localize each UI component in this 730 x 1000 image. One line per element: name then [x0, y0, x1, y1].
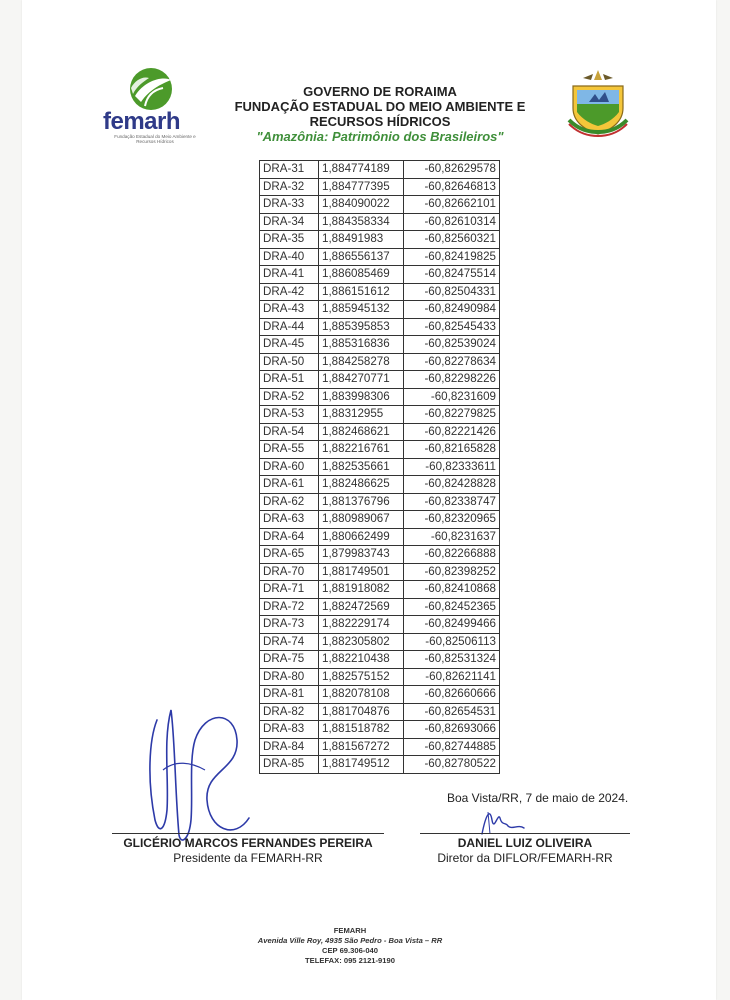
latitude-cell: 1,881704876 — [319, 703, 404, 721]
point-id-cell: DRA-41 — [260, 266, 319, 284]
point-id-cell: DRA-53 — [260, 406, 319, 424]
header-motto: "Amazônia: Patrimônio dos Brasileiros" — [256, 129, 504, 144]
longitude-cell: -60,82266888 — [404, 546, 500, 564]
point-id-cell: DRA-32 — [260, 178, 319, 196]
point-id-cell: DRA-75 — [260, 651, 319, 669]
table-row — [260, 581, 500, 599]
longitude-cell: -60,82506113 — [404, 633, 500, 651]
handwritten-signature-left — [145, 700, 255, 850]
latitude-cell: 1,882486625 — [319, 476, 404, 494]
table-row — [260, 476, 500, 494]
latitude-cell: 1,886151612 — [319, 283, 404, 301]
longitude-cell: -60,82333611 — [404, 458, 500, 476]
point-id-cell: DRA-34 — [260, 213, 319, 231]
point-id-cell: DRA-44 — [260, 318, 319, 336]
point-id-cell: DRA-52 — [260, 388, 319, 406]
latitude-cell: 1,880662499 — [319, 528, 404, 546]
latitude-cell: 1,882210438 — [319, 651, 404, 669]
table-row — [260, 196, 500, 214]
footer-phone: TELEFAX: 095 2121-9190 — [305, 956, 395, 965]
longitude-cell: -60,82398252 — [404, 563, 500, 581]
table-row — [260, 388, 500, 406]
point-id-cell: DRA-80 — [260, 668, 319, 686]
table-row — [260, 511, 500, 529]
point-id-cell: DRA-54 — [260, 423, 319, 441]
signature-line-right — [420, 833, 630, 834]
longitude-cell: -60,8231637 — [404, 528, 500, 546]
latitude-cell: 1,884270771 — [319, 371, 404, 389]
longitude-cell: -60,82744885 — [404, 738, 500, 756]
table-row — [260, 301, 500, 319]
latitude-cell: 1,882216761 — [319, 441, 404, 459]
table-row — [260, 616, 500, 634]
latitude-cell: 1,882229174 — [319, 616, 404, 634]
point-id-cell: DRA-51 — [260, 371, 319, 389]
point-id-cell: DRA-60 — [260, 458, 319, 476]
latitude-cell: 1,882575152 — [319, 668, 404, 686]
latitude-cell: 1,882535661 — [319, 458, 404, 476]
latitude-cell: 1,881749512 — [319, 756, 404, 774]
point-id-cell: DRA-81 — [260, 686, 319, 704]
point-id-cell: DRA-31 — [260, 161, 319, 179]
table-row — [260, 266, 500, 284]
latitude-cell: 1,885945132 — [319, 301, 404, 319]
signatory-left-name: GLICÉRIO MARCOS FERNANDES PEREIRA — [123, 836, 373, 850]
point-id-cell: DRA-50 — [260, 353, 319, 371]
longitude-cell: -60,82646813 — [404, 178, 500, 196]
longitude-cell: -60,82279825 — [404, 406, 500, 424]
table-row — [260, 493, 500, 511]
longitude-cell: -60,82419825 — [404, 248, 500, 266]
footer-address: Avenida Ville Roy, 4935 São Pedro - Boa Vista – RR — [257, 936, 443, 945]
table-row — [260, 546, 500, 564]
latitude-cell: 1,886085469 — [319, 266, 404, 284]
longitude-cell: -60,82531324 — [404, 651, 500, 669]
latitude-cell: 1,884258278 — [319, 353, 404, 371]
point-id-cell: DRA-82 — [260, 703, 319, 721]
header-line-1: GOVERNO DE RORAIMA — [303, 84, 457, 99]
longitude-cell: -60,82662101 — [404, 196, 500, 214]
latitude-cell: 1,881376796 — [319, 493, 404, 511]
latitude-cell: 1,881518782 — [319, 721, 404, 739]
table-row — [260, 371, 500, 389]
latitude-cell: 1,883998306 — [319, 388, 404, 406]
longitude-cell: -60,82278634 — [404, 353, 500, 371]
point-id-cell: DRA-61 — [260, 476, 319, 494]
table-row — [260, 756, 500, 774]
table-row — [260, 336, 500, 354]
table-row — [260, 318, 500, 336]
latitude-cell: 1,885316836 — [319, 336, 404, 354]
longitude-cell: -60,82499466 — [404, 616, 500, 634]
point-id-cell: DRA-70 — [260, 563, 319, 581]
point-id-cell: DRA-72 — [260, 598, 319, 616]
point-id-cell: DRA-74 — [260, 633, 319, 651]
table-row — [260, 738, 500, 756]
longitude-cell: -60,82165828 — [404, 441, 500, 459]
table-row — [260, 651, 500, 669]
coat-of-arms-icon — [565, 68, 631, 138]
longitude-cell: -60,82693066 — [404, 721, 500, 739]
latitude-cell: 1,886556137 — [319, 248, 404, 266]
point-id-cell: DRA-65 — [260, 546, 319, 564]
point-id-cell: DRA-45 — [260, 336, 319, 354]
table-row — [260, 686, 500, 704]
latitude-cell: 1,881749501 — [319, 563, 404, 581]
footer-cep: CEP 69.306-040 — [321, 946, 378, 955]
longitude-cell: -60,82629578 — [404, 161, 500, 179]
table-row — [260, 213, 500, 231]
signature-line-left — [112, 833, 384, 834]
table-row — [260, 406, 500, 424]
point-id-cell: DRA-63 — [260, 511, 319, 529]
latitude-cell: 1,884358334 — [319, 213, 404, 231]
table-row — [260, 598, 500, 616]
header-line-2: FUNDAÇÃO ESTADUAL DO MEIO AMBIENTE E — [234, 99, 526, 114]
signatory-left-role: Presidente da FEMARH-RR — [173, 851, 323, 865]
table-row — [260, 231, 500, 249]
latitude-cell: 1,882078108 — [319, 686, 404, 704]
point-id-cell: DRA-43 — [260, 301, 319, 319]
table-row — [260, 563, 500, 581]
latitude-cell: 1,882305802 — [319, 633, 404, 651]
longitude-cell: -60,82221426 — [404, 423, 500, 441]
latitude-cell: 1,885395853 — [319, 318, 404, 336]
table-row — [260, 528, 500, 546]
point-id-cell: DRA-84 — [260, 738, 319, 756]
latitude-cell: 1,881918082 — [319, 581, 404, 599]
table-row — [260, 423, 500, 441]
longitude-cell: -60,82621141 — [404, 668, 500, 686]
point-id-cell: DRA-55 — [260, 441, 319, 459]
table-row — [260, 721, 500, 739]
latitude-cell: 1,881567272 — [319, 738, 404, 756]
longitude-cell: -60,82490984 — [404, 301, 500, 319]
latitude-cell: 1,880989067 — [319, 511, 404, 529]
latitude-cell: 1,88491983 — [319, 231, 404, 249]
point-id-cell: DRA-64 — [260, 528, 319, 546]
longitude-cell: -60,82560321 — [404, 231, 500, 249]
point-id-cell: DRA-85 — [260, 756, 319, 774]
coordinates-table — [259, 160, 500, 774]
point-id-cell: DRA-62 — [260, 493, 319, 511]
point-id-cell: DRA-33 — [260, 196, 319, 214]
latitude-cell: 1,884090022 — [319, 196, 404, 214]
document-header — [205, 84, 555, 145]
longitude-cell: -60,82780522 — [404, 756, 500, 774]
longitude-cell: -60,82428828 — [404, 476, 500, 494]
latitude-cell: 1,882472569 — [319, 598, 404, 616]
longitude-cell: -60,82338747 — [404, 493, 500, 511]
table-row — [260, 668, 500, 686]
document-footer — [200, 926, 500, 966]
table-row — [260, 353, 500, 371]
latitude-cell: 1,88312955 — [319, 406, 404, 424]
point-id-cell: DRA-71 — [260, 581, 319, 599]
table-row — [260, 248, 500, 266]
latitude-cell: 1,879983743 — [319, 546, 404, 564]
footer-org: FEMARH — [333, 926, 367, 935]
table-row — [260, 178, 500, 196]
point-id-cell: DRA-35 — [260, 231, 319, 249]
longitude-cell: -60,82298226 — [404, 371, 500, 389]
longitude-cell: -60,82654531 — [404, 703, 500, 721]
table-row — [260, 633, 500, 651]
signatory-right-name: DANIEL LUIZ OLIVEIRA — [457, 836, 593, 850]
logo-wordmark: femarh — [103, 108, 181, 135]
header-line-3: RECURSOS HÍDRICOS — [309, 114, 451, 129]
longitude-cell: -60,82545433 — [404, 318, 500, 336]
longitude-cell: -60,82410868 — [404, 581, 500, 599]
longitude-cell: -60,82504331 — [404, 283, 500, 301]
point-id-cell: DRA-83 — [260, 721, 319, 739]
longitude-cell: -60,82320965 — [404, 511, 500, 529]
longitude-cell: -60,82610314 — [404, 213, 500, 231]
longitude-cell: -60,82660666 — [404, 686, 500, 704]
point-id-cell: DRA-73 — [260, 616, 319, 634]
latitude-cell: 1,884777395 — [319, 178, 404, 196]
table-row — [260, 161, 500, 179]
longitude-cell: -60,8231609 — [404, 388, 500, 406]
point-id-cell: DRA-42 — [260, 283, 319, 301]
latitude-cell: 1,882468621 — [319, 423, 404, 441]
table-row — [260, 703, 500, 721]
point-id-cell: DRA-40 — [260, 248, 319, 266]
signatory-right-role: Diretor da DIFLOR/FEMARH-RR — [437, 851, 613, 865]
latitude-cell: 1,884774189 — [319, 161, 404, 179]
longitude-cell: -60,82475514 — [404, 266, 500, 284]
place-date: Boa Vista/RR, 7 de maio de 2024. — [447, 791, 629, 805]
longitude-cell: -60,82539024 — [404, 336, 500, 354]
table-row — [260, 283, 500, 301]
table-row — [260, 441, 500, 459]
longitude-cell: -60,82452365 — [404, 598, 500, 616]
logo-subtitle: Fundação Estadual do Meio Ambiente e Recursos Hídricos — [114, 134, 196, 144]
table-row — [260, 458, 500, 476]
